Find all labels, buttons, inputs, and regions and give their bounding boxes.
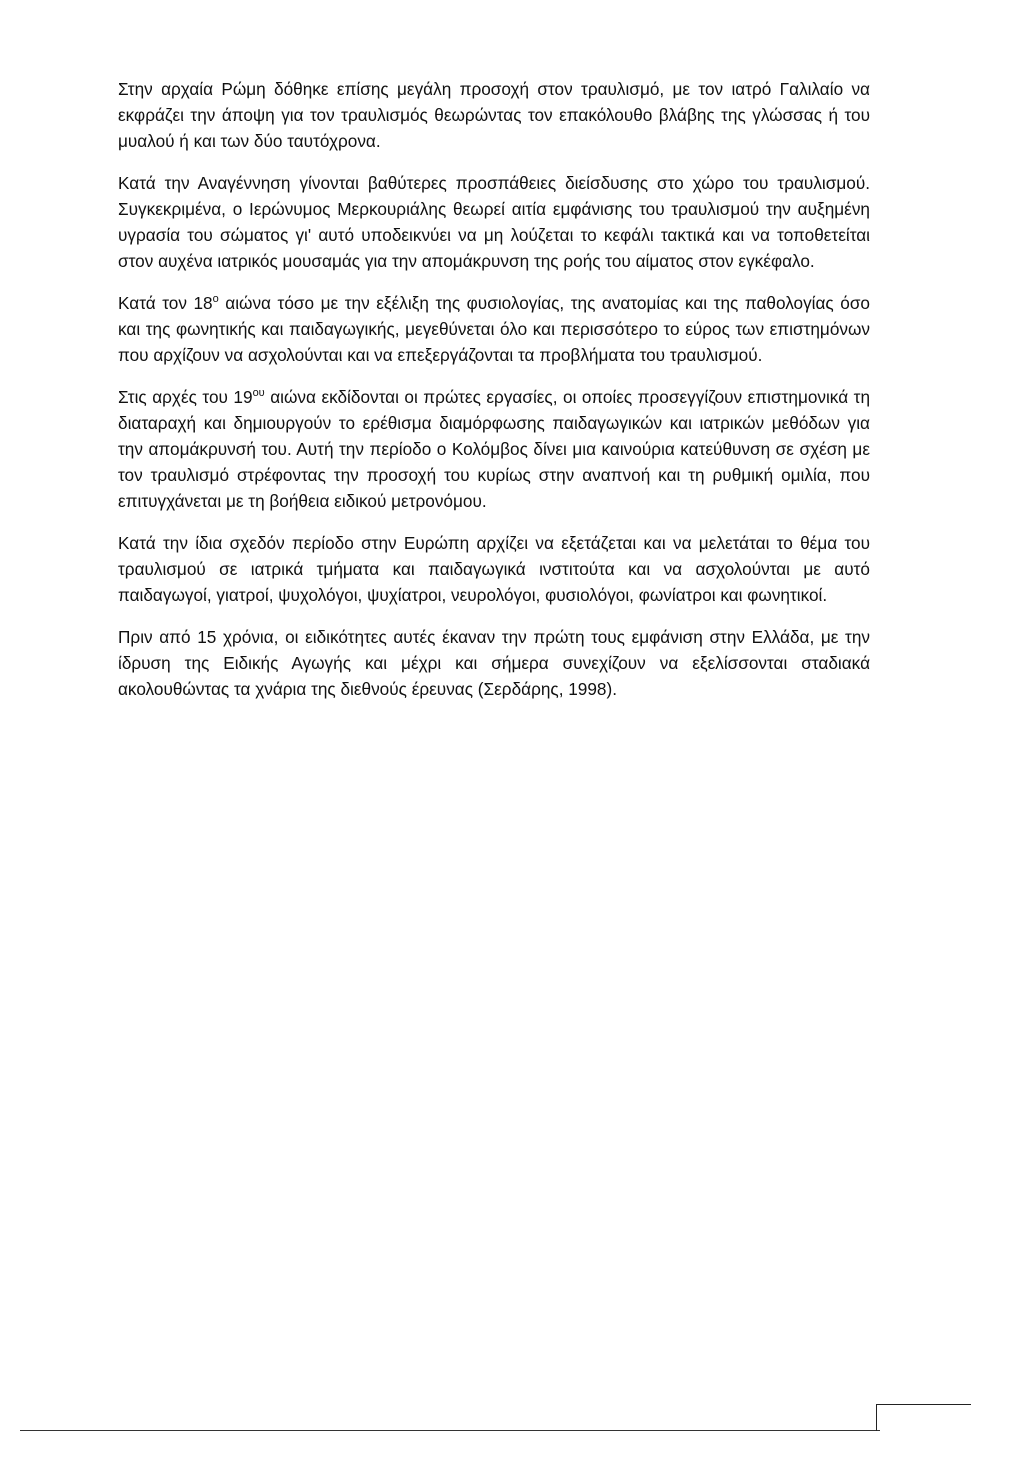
paragraph-renaissance: Κατά την Αναγέννηση γίνονται βαθύτερες προσπάθειες διείσδυσης στο χώρο του τραυλισμού. Συγκεκριμένα, ο Ιερώνυμος Μερκουριάλης θεωρεί αιτία εμφάνισης του τραυλισμού την αυξημένη υγρασία του σώματος γι' αυτό υποδεικνύει να μη λούζεται το κεφάλι τακτικά και να τοποθετείται στον αυχένα ιατρικός μουσαμάς για την απομάκρυνση της ροής του αίματος στον εγκέφαλο. <box>118 173 870 271</box>
paragraph-19th-century-rest: αιώνα εκδίδονται οι πρώτες εργασίες, οι οποίες προσεγγίζουν επιστημονικά τη διαταραχή και δημιουργούν το ερέθισμα διαμόρφωσης παιδαγωγικών και ιατρικών μεθόδων για την απομάκρυνσή του. Αυτή την περίοδο ο Κολόμβος δίνει μια καινούρια κατεύθυνση σε σχέση με τον τραυλισμό στρέφοντας την προσοχή του κυρίως στην αναπνοή και τη ρυθμική ομιλία, που επιτυγχάνεται με τη βοήθεια ειδικού μετρονόμου. <box>118 387 870 511</box>
paragraph-18th-century-rest: αιώνα τόσο με την εξέλιξη της φυσιολογίας, της ανατομίας και της παθολογίας όσο και της φωνητικής και παιδαγωγικής, μεγεθύνεται όλο και περισσότερο το εύρος των επιστημόνων που αρχίζουν να ασχολούνται και να επεξεργάζονται τα προβλήματα του τραυλισμού. <box>118 293 870 365</box>
paragraph-19th-century <box>118 384 870 514</box>
ordinal-superscript: ο <box>212 293 219 305</box>
paragraph-18th-century-start: Κατά τον 18 <box>118 293 213 313</box>
paragraph-greece: Πριν από 15 χρόνια, οι ειδικότητες αυτές έκαναν την πρώτη τους εμφάνιση στην Ελλάδα, με την ίδρυση της Ειδικής Αγωγής και μέχρι και σήμερα συνεχίζουν να εξελίσσονται σταδιακά ακολουθώντας τα χνάρια της διεθνούς έρευνας (Σερδάρης, 1998). <box>118 627 870 699</box>
footer-rule <box>20 1430 880 1431</box>
paragraph-19th-century-start: Στις αρχές του 19 <box>118 387 253 407</box>
ordinal-superscript: ου <box>252 387 265 399</box>
footer-corner-mark <box>876 1404 971 1431</box>
paragraph-18th-century <box>118 290 870 368</box>
paragraph-rome: Στην αρχαία Ρώμη δόθηκε επίσης μεγάλη προσοχή στον τραυλισμό, με τον ιατρό Γαλιλαίο να εκφράζει την άποψη για τον τραυλισμός θεωρώντας τον επακόλουθο βλάβης της γλώσσας ή του μυαλού ή και των δύο ταυτόχρονα. <box>118 79 870 151</box>
paragraph-europe: Κατά την ίδια σχεδόν περίοδο στην Ευρώπη αρχίζει να εξετάζεται και να μελετάται το θέμα του τραυλισμού σε ιατρικά τμήματα και παιδαγωγικά ινστιτούτα και να ασχολούνται με αυτό παιδαγωγοί, γιατροί, ψυχολόγοι, ψυχίατροι, νευρολόγοι, φυσιολόγοι, φωνίατροι και φωνητικοί. <box>118 533 870 605</box>
document-body <box>118 76 870 718</box>
